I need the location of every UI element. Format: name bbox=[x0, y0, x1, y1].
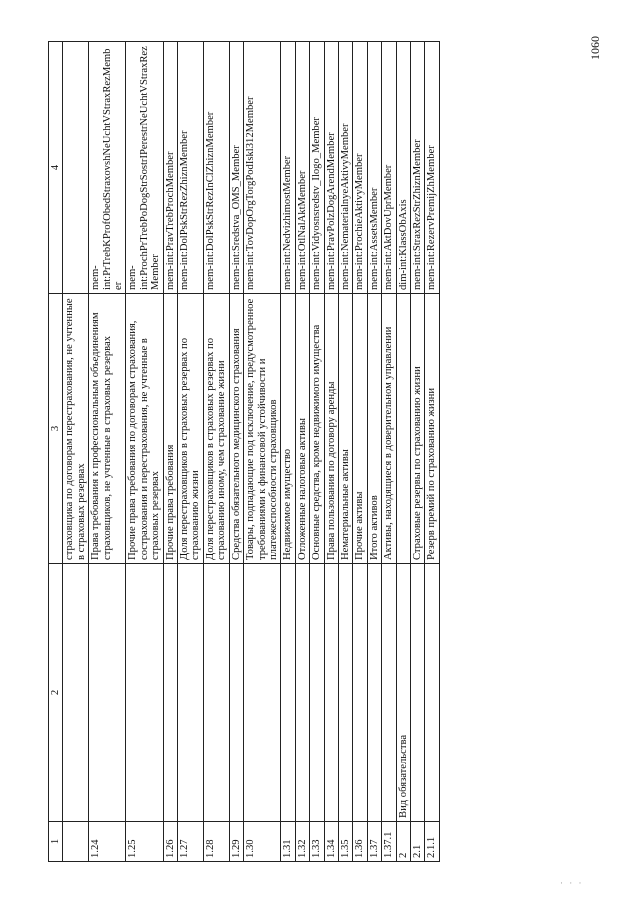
taxonomy-code-cell: mem-int:TovDopOrgTorgPodIskl312Member bbox=[244, 42, 281, 294]
indicator-name-cell: Прочие права требования bbox=[163, 294, 177, 564]
row-number-cell: 2.1 bbox=[410, 822, 424, 862]
table-row bbox=[203, 42, 229, 862]
row-number-cell: 1.32 bbox=[295, 822, 309, 862]
table-row bbox=[163, 42, 177, 862]
group-label-cell bbox=[425, 564, 439, 822]
row-number-cell: 1.30 bbox=[244, 822, 281, 862]
indicator-name-cell: Доля перестраховщиков в страховых резервах по страхованию жизни bbox=[178, 294, 204, 564]
row-number-cell: 2 bbox=[396, 822, 410, 862]
indicator-name-cell: Итого активов bbox=[367, 294, 381, 564]
table-row bbox=[89, 42, 126, 862]
indicator-name-cell: Резерв премий по страхованию жизни bbox=[425, 294, 439, 564]
taxonomy-code-cell: mem-int:NedvizhimostMember bbox=[281, 42, 295, 294]
table-row bbox=[367, 42, 381, 862]
indicator-name-cell: Права требования к профессиональным объединениям страховщиков, не учтенные в страховых резервах bbox=[89, 294, 126, 564]
table-row bbox=[310, 42, 324, 862]
taxonomy-code-cell: mem-int:Vidyosnsredstv_Ilogo_Member bbox=[310, 42, 324, 294]
taxonomy-code-cell: mem-int:PravTrebProchMember bbox=[163, 42, 177, 294]
rotated-table-container bbox=[48, 42, 588, 862]
group-label-cell bbox=[353, 564, 367, 822]
row-number-cell: 1.35 bbox=[338, 822, 352, 862]
indicator-name-cell: Основные средства, кроме недвижимого имущества bbox=[310, 294, 324, 564]
indicator-name-cell: Отложенные налоговые активы bbox=[295, 294, 309, 564]
table-row bbox=[410, 42, 424, 862]
taxonomy-code-cell: mem-int:OtlNalAktMember bbox=[295, 42, 309, 294]
table-row bbox=[126, 42, 163, 862]
group-label-cell bbox=[229, 564, 243, 822]
table-row bbox=[425, 42, 439, 862]
table-row bbox=[244, 42, 281, 862]
group-label-cell bbox=[126, 564, 163, 822]
indicator-name-cell: Прочие права требования по договорам страхования, сострахования и перестрахования, не учтенные в страховых резервах bbox=[126, 294, 163, 564]
table-header-row bbox=[49, 42, 63, 862]
group-label-cell bbox=[382, 564, 396, 822]
indicator-name-cell: Нематериальные активы bbox=[338, 294, 352, 564]
row-number-cell: 1.26 bbox=[163, 822, 177, 862]
taxonomy-code-cell: mem-int:AssetsMember bbox=[367, 42, 381, 294]
indicator-name-cell bbox=[396, 294, 410, 564]
taxonomy-code-cell bbox=[63, 42, 89, 294]
row-number-cell: 1.37 bbox=[367, 822, 381, 862]
table-row bbox=[63, 42, 89, 862]
group-label-cell bbox=[203, 564, 229, 822]
indicator-name-cell: Страховые резервы по страхованию жизни bbox=[410, 294, 424, 564]
taxonomy-code-cell: mem-int:ProchPrTrebPoDogStrSostrIPerestrNeUchtVStraxRezMember bbox=[126, 42, 163, 294]
row-number-cell: 1.36 bbox=[353, 822, 367, 862]
header-cell-3: 3 bbox=[49, 294, 63, 564]
row-number-cell: 1.31 bbox=[281, 822, 295, 862]
indicator-name-cell: Активы, находящиеся в доверительном управлении bbox=[382, 294, 396, 564]
header-cell-2: 2 bbox=[49, 564, 63, 822]
header-cell-4: 4 bbox=[49, 42, 63, 294]
indicator-name-cell: Недвижимое имущество bbox=[281, 294, 295, 564]
taxonomy-code-cell: mem-int:Sredstva_OMS_Member bbox=[229, 42, 243, 294]
table-row bbox=[396, 42, 410, 862]
group-label-cell bbox=[63, 564, 89, 822]
indicator-name-cell: Товары, подпадающие под исключение, предусмотренное требованиями к финансовой устойчивости и платежеспособности страховщиков bbox=[244, 294, 281, 564]
taxonomy-table bbox=[48, 41, 440, 862]
table-row bbox=[324, 42, 338, 862]
indicator-name-cell: Средства обязательного медицинского страхования bbox=[229, 294, 243, 564]
taxonomy-code-cell: dim-int:KlassObAxis bbox=[396, 42, 410, 294]
row-number-cell: 2.1.1 bbox=[425, 822, 439, 862]
table-row bbox=[382, 42, 396, 862]
row-number-cell bbox=[63, 822, 89, 862]
group-label-cell: Вид обязательства bbox=[396, 564, 410, 822]
taxonomy-code-cell: mem-int:DolPskStrRezInClZhiznMember bbox=[203, 42, 229, 294]
taxonomy-code-cell: mem-int:RezervPremijZhMember bbox=[425, 42, 439, 294]
taxonomy-code-cell: mem-int:PravPolzDogArendMember bbox=[324, 42, 338, 294]
table-row bbox=[295, 42, 309, 862]
table-row bbox=[281, 42, 295, 862]
table-row bbox=[353, 42, 367, 862]
group-label-cell bbox=[178, 564, 204, 822]
table-row bbox=[229, 42, 243, 862]
row-number-cell: 1.25 bbox=[126, 822, 163, 862]
taxonomy-code-cell: mem-int:DolPskStrRezZhiznMember bbox=[178, 42, 204, 294]
group-label-cell bbox=[324, 564, 338, 822]
group-label-cell bbox=[163, 564, 177, 822]
taxonomy-code-cell: mem-int:NematerialnyeAktivyMember bbox=[338, 42, 352, 294]
group-label-cell bbox=[310, 564, 324, 822]
indicator-name-cell: Доля перестраховщиков в страховых резервах по страхованию иному, чем страхование жизни bbox=[203, 294, 229, 564]
group-label-cell bbox=[410, 564, 424, 822]
header-cell-1: 1 bbox=[49, 822, 63, 862]
group-label-cell bbox=[295, 564, 309, 822]
row-number-cell: 1.37.1 bbox=[382, 822, 396, 862]
row-number-cell: 1.24 bbox=[89, 822, 126, 862]
group-label-cell bbox=[338, 564, 352, 822]
group-label-cell bbox=[244, 564, 281, 822]
table-row bbox=[338, 42, 352, 862]
indicator-name-cell: Прочие активы bbox=[353, 294, 367, 564]
taxonomy-code-cell: mem-int:AktDovUprMember bbox=[382, 42, 396, 294]
row-number-cell: 1.33 bbox=[310, 822, 324, 862]
taxonomy-code-cell: mem-int:StraxRezStrZhiznMember bbox=[410, 42, 424, 294]
group-label-cell bbox=[367, 564, 381, 822]
indicator-name-cell: страховщика по договорам перестрахования, не учтенные в страховых резервах bbox=[63, 294, 89, 564]
row-number-cell: 1.29 bbox=[229, 822, 243, 862]
row-number-cell: 1.28 bbox=[203, 822, 229, 862]
row-number-cell: 1.34 bbox=[324, 822, 338, 862]
group-label-cell bbox=[281, 564, 295, 822]
taxonomy-code-cell: mem-int:ProchieAktivyMember bbox=[353, 42, 367, 294]
page-number: 1060 bbox=[588, 36, 602, 60]
scan-mark: · · · bbox=[560, 878, 584, 888]
row-number-cell: 1.27 bbox=[178, 822, 204, 862]
table-row bbox=[178, 42, 204, 862]
group-label-cell bbox=[89, 564, 126, 822]
indicator-name-cell: Права пользования по договору аренды bbox=[324, 294, 338, 564]
taxonomy-code-cell: mem-int:PrTrebKProfObedStraxovshNeUchtVStraxRezMember bbox=[89, 42, 126, 294]
